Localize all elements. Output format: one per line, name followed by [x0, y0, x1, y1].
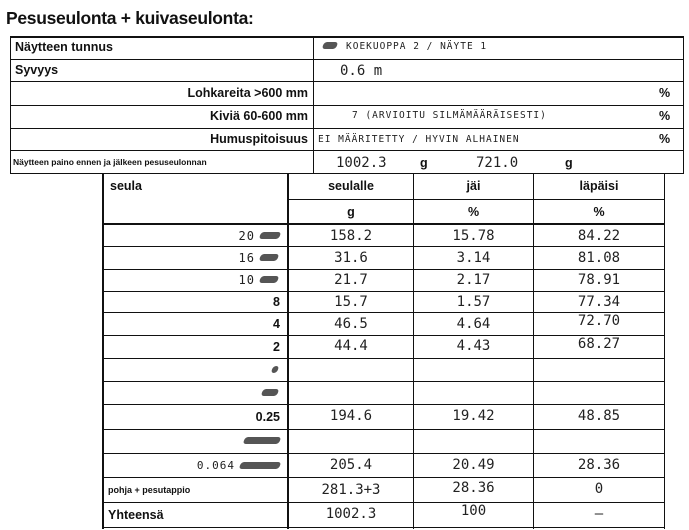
col-header-sieve: seula	[110, 179, 142, 193]
scribble-mark	[243, 437, 282, 444]
boulders-label: Lohkareita >600 mm	[187, 86, 308, 100]
header-line	[10, 59, 684, 60]
header-top-border	[10, 36, 684, 38]
row-remained-pct: 3.14	[456, 250, 491, 266]
row-sieve: 20	[238, 229, 255, 243]
header-right-border	[683, 36, 684, 173]
col-header-remained-unit: %	[467, 205, 480, 219]
table-row-line	[102, 477, 664, 478]
sample-id-value: KOEKUOPPA 2 / NÄYTE 1	[346, 41, 488, 52]
scribble-mark	[239, 462, 282, 469]
table-header-bottom	[102, 223, 664, 225]
row-retained-g: 21.7	[334, 272, 368, 288]
weight-before-value: 1002.3	[336, 155, 387, 171]
header-divider	[313, 36, 314, 173]
col-header-passed: läpäisi	[579, 179, 619, 193]
page-title: Pesuseulonta + kuivaseulonta:	[6, 8, 254, 28]
row-remained-pct: 15.78	[452, 228, 495, 244]
table-left-border	[102, 173, 104, 529]
humus-percent: %	[659, 132, 671, 146]
row-sieve: 0.064	[196, 459, 235, 472]
row-sieve-total: Yhteensä	[108, 508, 164, 522]
boulders-percent: %	[659, 86, 671, 100]
depth-label: Syvyys	[15, 63, 59, 77]
row-remained-pct: 19.42	[452, 408, 495, 424]
row-retained-g: 1002.3	[325, 506, 377, 522]
row-remained-pct: 20.49	[452, 457, 495, 473]
row-retained-g: 31.6	[334, 250, 368, 266]
row-passed-pct: 78.91	[577, 272, 621, 288]
col-header-retained-unit: g	[347, 205, 355, 219]
humus-value: EI MÄÄRITETTY / HYVIN ALHAINEN	[318, 134, 520, 145]
header-line	[10, 81, 684, 82]
scribble-mark	[261, 389, 280, 396]
row-passed-pct: 68.27	[577, 336, 621, 352]
col-header-retained: seulalle	[328, 179, 374, 193]
col-header-remained: jäi	[466, 179, 481, 193]
row-sieve: pohja + pesutappio	[108, 485, 191, 495]
row-sieve: 2	[273, 340, 280, 354]
header-left-border	[10, 36, 11, 173]
col-header-passed-unit: %	[593, 205, 605, 219]
row-remained-pct: 2.17	[456, 272, 491, 288]
table-col-divider	[664, 173, 665, 529]
weight-label: Näytteen paino ennen ja jälkeen pesuseulonnan	[13, 157, 207, 167]
row-retained-g: 194.6	[329, 408, 373, 424]
row-sieve: 8	[273, 295, 280, 309]
header-line	[10, 150, 684, 151]
weight-before-unit: g	[420, 156, 428, 170]
header-line	[10, 128, 684, 129]
row-retained-g: 158.2	[329, 228, 373, 244]
scribble-mark	[259, 276, 280, 283]
row-retained-g: 44.4	[334, 338, 368, 354]
row-sieve: 0.25	[255, 410, 280, 424]
row-passed-pct: 28.36	[577, 457, 621, 473]
header-line	[10, 173, 684, 174]
stones-percent: %	[659, 109, 671, 123]
stones-label: Kiviä 60-600 mm	[210, 109, 308, 123]
row-sieve: 4	[273, 317, 280, 331]
table-row-line	[102, 291, 664, 292]
row-passed-pct: 77.34	[577, 294, 621, 310]
table-row-line	[102, 269, 664, 270]
table-header-line	[287, 199, 664, 200]
scribble-mark	[322, 42, 339, 49]
row-sieve: 16	[238, 251, 255, 265]
row-passed-pct: 81.08	[577, 250, 621, 266]
table-row-line	[102, 381, 664, 382]
row-retained-g: 46.5	[334, 316, 368, 332]
row-remained-pct: 100	[460, 503, 487, 519]
row-passed-pct: 72.70	[577, 313, 621, 329]
row-retained-g: 281.3+3	[321, 482, 381, 498]
table-bottom-line	[102, 527, 664, 528]
row-remained-pct: 4.43	[456, 338, 491, 354]
table-row-line	[102, 453, 664, 454]
row-passed-pct: 0	[594, 481, 604, 497]
header-line	[10, 105, 684, 106]
row-passed-pct: 48.85	[577, 408, 621, 424]
sample-id-label: Näytteen tunnus	[15, 40, 113, 54]
row-remained-pct: 28.36	[452, 480, 495, 496]
table-row-line	[102, 429, 664, 430]
row-remained-pct: 1.57	[456, 294, 491, 310]
table-row-line	[102, 502, 664, 503]
table-row-line	[102, 246, 664, 247]
table-row-line	[102, 358, 664, 359]
row-retained-g: 205.4	[329, 457, 373, 473]
scribble-mark	[259, 232, 282, 239]
depth-value: 0.6 m	[340, 63, 383, 79]
row-passed-pct: 84.22	[577, 228, 621, 244]
weight-after-value: 721.0	[476, 155, 519, 171]
weight-after-unit: g	[565, 156, 573, 170]
scribble-mark	[259, 254, 280, 261]
row-remained-pct: 4.64	[456, 316, 491, 332]
table-row-line	[102, 404, 664, 405]
stones-value: 7 (ARVIOITU SILMÄMÄÄRÄISESTI)	[352, 110, 547, 121]
row-retained-g: 15.7	[334, 294, 368, 310]
humus-label: Humuspitoisuus	[210, 132, 308, 146]
row-passed-pct: –	[594, 506, 604, 522]
row-sieve: 10	[238, 273, 255, 287]
scribble-mark	[271, 366, 280, 373]
